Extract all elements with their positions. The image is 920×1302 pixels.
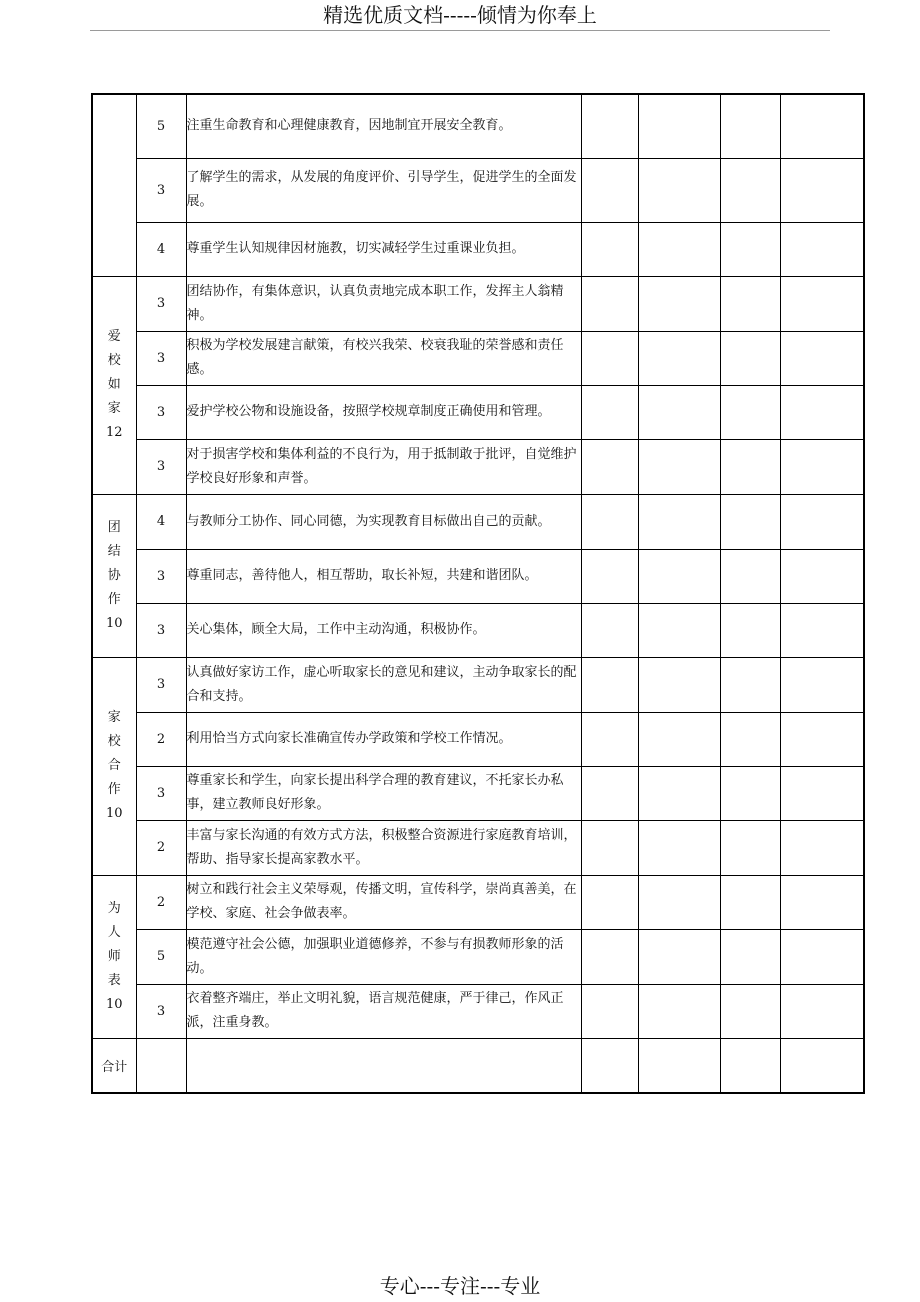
rating-cell[interactable] (638, 385, 720, 439)
score-cell: 3 (136, 331, 186, 385)
rating-cell[interactable] (638, 766, 720, 820)
rating-cell[interactable] (720, 820, 780, 875)
table-row (92, 820, 864, 875)
score-cell: 2 (136, 712, 186, 766)
rating-cell[interactable] (780, 331, 864, 385)
total-score-cell (136, 1038, 186, 1093)
table-row (92, 94, 864, 158)
rating-cell[interactable] (638, 276, 720, 331)
rating-cell[interactable] (720, 94, 780, 158)
rating-cell[interactable] (780, 603, 864, 657)
rating-cell[interactable] (581, 984, 638, 1038)
criterion-text: 了解学生的需求，从发展的角度评价、引导学生，促进学生的全面发展。 (186, 158, 581, 222)
criterion-text: 利用恰当方式向家长准确宣传办学政策和学校工作情况。 (186, 712, 581, 766)
rating-cell[interactable] (581, 549, 638, 603)
rating-cell[interactable] (720, 929, 780, 984)
rating-cell[interactable] (581, 439, 638, 494)
criterion-text: 积极为学校发展建言献策，有校兴我荣、校衰我耻的荣誉感和责任感。 (186, 331, 581, 385)
rating-cell[interactable] (720, 331, 780, 385)
rating-cell[interactable] (720, 276, 780, 331)
rating-cell[interactable] (720, 712, 780, 766)
total-desc-cell (186, 1038, 581, 1093)
score-cell: 3 (136, 603, 186, 657)
rating-cell[interactable] (780, 222, 864, 276)
score-cell: 4 (136, 494, 186, 549)
rating-cell[interactable] (720, 439, 780, 494)
rating-cell[interactable] (720, 657, 780, 712)
rating-cell[interactable] (581, 276, 638, 331)
category-cell (92, 875, 136, 1038)
table-row (92, 222, 864, 276)
score-cell: 4 (136, 222, 186, 276)
rating-cell[interactable] (581, 657, 638, 712)
rating-cell[interactable] (720, 385, 780, 439)
rating-cell[interactable] (581, 222, 638, 276)
table-row (92, 331, 864, 385)
rating-cell[interactable] (638, 657, 720, 712)
score-cell: 3 (136, 766, 186, 820)
rating-cell[interactable] (581, 820, 638, 875)
score-cell: 3 (136, 385, 186, 439)
rating-cell[interactable] (780, 984, 864, 1038)
score-cell: 2 (136, 820, 186, 875)
score-cell: 2 (136, 875, 186, 929)
rating-cell[interactable] (780, 875, 864, 929)
criterion-text: 尊重家长和学生，向家长提出科学合理的教育建议，不托家长办私事，建立教师良好形象。 (186, 766, 581, 820)
rating-cell[interactable] (780, 929, 864, 984)
rating-cell[interactable] (720, 549, 780, 603)
table-row (92, 439, 864, 494)
score-cell: 3 (136, 158, 186, 222)
category-cell (92, 276, 136, 494)
rating-cell[interactable] (780, 94, 864, 158)
table-row (92, 158, 864, 222)
rating-cell[interactable] (581, 603, 638, 657)
rating-cell[interactable] (638, 820, 720, 875)
score-cell: 5 (136, 929, 186, 984)
total-rating-cell[interactable] (780, 1038, 864, 1093)
criterion-text: 树立和践行社会主义荣辱观，传播文明，宣传科学，崇尚真善美，在学校、家庭、社会争做表率。 (186, 875, 581, 929)
rating-cell[interactable] (638, 158, 720, 222)
category-label: 爱校如家12 (105, 329, 123, 440)
rating-cell[interactable] (638, 439, 720, 494)
rating-cell[interactable] (638, 929, 720, 984)
rating-cell[interactable] (638, 549, 720, 603)
score-cell: 3 (136, 657, 186, 712)
rating-cell[interactable] (581, 158, 638, 222)
category-cell (92, 494, 136, 657)
rating-cell[interactable] (720, 766, 780, 820)
rating-cell[interactable] (581, 494, 638, 549)
criterion-text: 对于损害学校和集体利益的不良行为，用于抵制敢于批评，自觉维护学校良好形象和声誉。 (186, 439, 581, 494)
evaluation-table (91, 93, 865, 1094)
rating-cell[interactable] (581, 712, 638, 766)
rating-cell[interactable] (780, 158, 864, 222)
table-row (92, 549, 864, 603)
score-cell: 5 (136, 94, 186, 158)
rating-cell[interactable] (720, 222, 780, 276)
rating-cell[interactable] (780, 549, 864, 603)
table-row (92, 875, 864, 929)
rating-cell[interactable] (638, 331, 720, 385)
criterion-text: 注重生命教育和心理健康教育，因地制宜开展安全教育。 (186, 94, 581, 158)
table-row (92, 766, 864, 820)
rating-cell[interactable] (638, 603, 720, 657)
rating-cell[interactable] (780, 712, 864, 766)
category-label: 为人师表10 (105, 900, 123, 1012)
rating-cell[interactable] (581, 94, 638, 158)
table-row (92, 385, 864, 439)
rating-cell[interactable] (581, 875, 638, 929)
header-divider (90, 30, 830, 31)
rating-cell[interactable] (780, 439, 864, 494)
rating-cell[interactable] (638, 494, 720, 549)
page-header: 精选优质文档-----倾情为你奉上 (323, 3, 597, 27)
table-row (92, 929, 864, 984)
total-rating-cell[interactable] (581, 1038, 638, 1093)
criterion-text: 尊重同志，善待他人，相互帮助，取长补短，共建和谐团队。 (186, 549, 581, 603)
rating-cell[interactable] (638, 94, 720, 158)
table-row (92, 712, 864, 766)
criterion-text: 与教师分工协作、同心同德，为实现教育目标做出自己的贡献。 (186, 494, 581, 549)
total-row (92, 1038, 864, 1093)
category-cell (92, 657, 136, 875)
category-label: 团结协作10 (105, 519, 123, 631)
rating-cell[interactable] (720, 158, 780, 222)
score-cell: 3 (136, 276, 186, 331)
table-row (92, 984, 864, 1038)
rating-cell[interactable] (581, 929, 638, 984)
criterion-text: 丰富与家长沟通的有效方式方法，积极整合资源进行家庭教育培训，帮助、指导家长提高家教水平。 (186, 820, 581, 875)
rating-cell[interactable] (780, 276, 864, 331)
rating-cell[interactable] (638, 712, 720, 766)
table-row (92, 657, 864, 712)
rating-cell[interactable] (780, 385, 864, 439)
rating-cell[interactable] (780, 766, 864, 820)
rating-cell[interactable] (720, 984, 780, 1038)
table-row (92, 494, 864, 549)
criterion-text: 爱护学校公物和设施设备，按照学校规章制度正确使用和管理。 (186, 385, 581, 439)
criterion-text: 团结协作，有集体意识，认真负责地完成本职工作，发挥主人翁精神。 (186, 276, 581, 331)
rating-cell[interactable] (581, 385, 638, 439)
score-cell: 3 (136, 549, 186, 603)
rating-cell[interactable] (720, 603, 780, 657)
rating-cell[interactable] (638, 222, 720, 276)
criterion-text: 关心集体，顾全大局，工作中主动沟通，积极协作。 (186, 603, 581, 657)
criterion-text: 衣着整齐端庄，举止文明礼貌，语言规范健康，严于律己，作风正派，注重身教。 (186, 984, 581, 1038)
criterion-text: 认真做好家访工作，虚心听取家长的意见和建议，主动争取家长的配合和支持。 (186, 657, 581, 712)
criterion-text: 尊重学生认知规律因材施教，切实减轻学生过重课业负担。 (186, 222, 581, 276)
rating-cell[interactable] (720, 875, 780, 929)
score-cell: 3 (136, 439, 186, 494)
table-row (92, 603, 864, 657)
rating-cell[interactable] (780, 820, 864, 875)
criterion-text: 模范遵守社会公德，加强职业道德修养，不参与有损教师形象的活动。 (186, 929, 581, 984)
rating-cell[interactable] (638, 984, 720, 1038)
total-label: 合计 (92, 1038, 136, 1093)
page-footer: 专心---专注---专业 (379, 1274, 541, 1298)
rating-cell[interactable] (780, 657, 864, 712)
category-label: 家校合作10 (105, 710, 123, 821)
table-row (92, 276, 864, 331)
score-cell: 3 (136, 984, 186, 1038)
rating-cell[interactable] (581, 331, 638, 385)
total-rating-cell[interactable] (720, 1038, 780, 1093)
rating-cell[interactable] (581, 766, 638, 820)
category-cell (92, 94, 136, 276)
rating-cell[interactable] (720, 494, 780, 549)
rating-cell[interactable] (638, 875, 720, 929)
total-rating-cell[interactable] (638, 1038, 720, 1093)
rating-cell[interactable] (780, 494, 864, 549)
